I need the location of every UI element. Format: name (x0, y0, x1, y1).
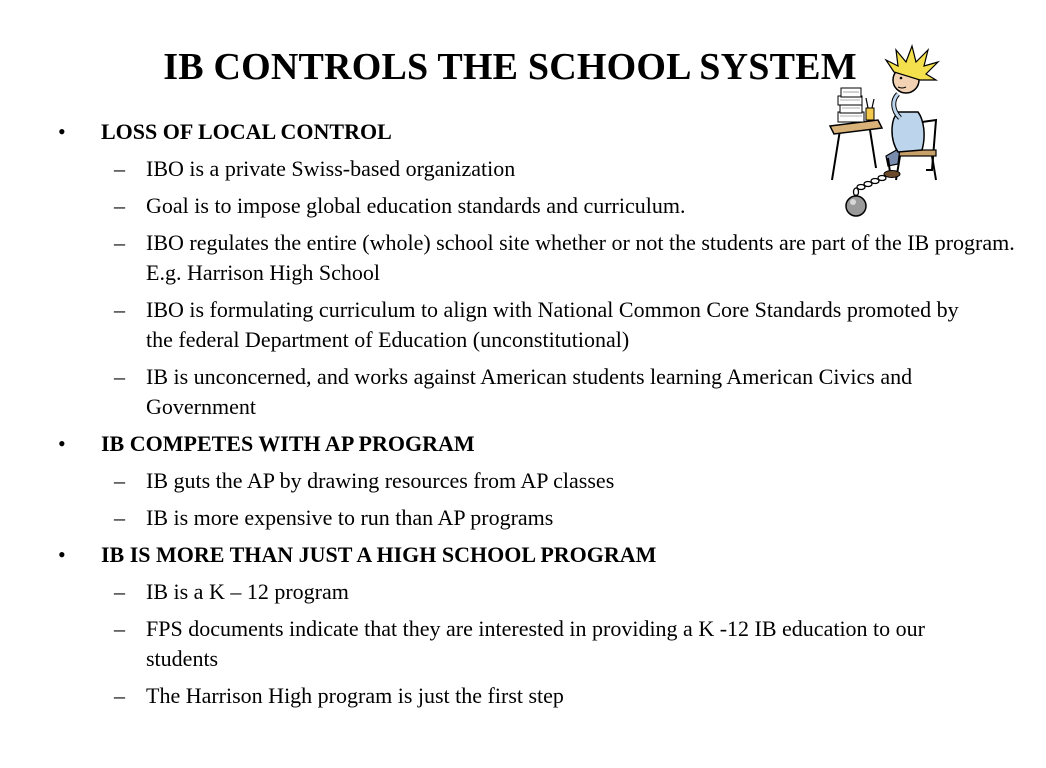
list-item-text: IB is more expensive to run than AP programs (146, 505, 554, 530)
sub-bullet-marker: – (114, 156, 125, 181)
list-item-text: IBO is formulating curriculum to align with National Common Core Standards promoted by the federal Department of Education (unconstitutional) (146, 297, 959, 352)
sub-bullet-marker: – (114, 616, 125, 641)
list-item-text: IBO is a private Swiss-based organization (146, 156, 516, 181)
sub-bullet-marker: – (114, 683, 125, 708)
list-item (58, 614, 946, 674)
slide-title: IB CONTROLS THE SCHOOL SYSTEM (163, 46, 857, 88)
list-item (58, 577, 976, 607)
list-item (58, 681, 976, 711)
section-heading-text: LOSS OF LOCAL CONTROL (101, 119, 392, 144)
list-item (58, 295, 966, 355)
sub-bullet-marker: – (114, 364, 125, 389)
list-item-text: Goal is to impose global education standards and curriculum. (146, 193, 686, 218)
section-heading (58, 117, 998, 147)
bullet-marker: • (58, 431, 66, 456)
list-item-text: IB guts the AP by drawing resources from AP classes (146, 468, 615, 493)
sub-bullet-marker: – (114, 468, 125, 493)
slide-body (58, 115, 1026, 711)
section-heading (58, 540, 998, 570)
list-item-text: IB is unconcerned, and works against American students learning American Civics and Government (146, 364, 913, 419)
sub-bullet-marker: – (114, 505, 125, 530)
list-item-text: IB is a K – 12 program (146, 579, 349, 604)
list-item (58, 154, 976, 184)
sub-bullet-marker: – (114, 193, 125, 218)
list-item (58, 191, 976, 221)
list-item (58, 228, 1046, 288)
section-heading-text: IB IS MORE THAN JUST A HIGH SCHOOL PROGRAM (101, 542, 657, 567)
bullet-marker: • (58, 542, 66, 567)
section-heading (58, 429, 998, 459)
list-item-text: FPS documents indicate that they are interested in providing a K -12 IB education to our students (146, 616, 925, 671)
sub-bullet-marker: – (114, 230, 125, 255)
list-item (58, 466, 976, 496)
list-item-text: IBO regulates the entire (whole) school site whether or not the students are part of the IB program. E.g. Harrison High School (146, 230, 1026, 285)
sub-bullet-marker: – (114, 297, 125, 322)
section-heading-text: IB COMPETES WITH AP PROGRAM (101, 431, 475, 456)
bullet-marker: • (58, 119, 66, 144)
sub-bullet-marker: – (114, 579, 125, 604)
list-item-text: The Harrison High program is just the first step (146, 683, 564, 708)
list-item (58, 362, 966, 422)
list-item (58, 503, 976, 533)
